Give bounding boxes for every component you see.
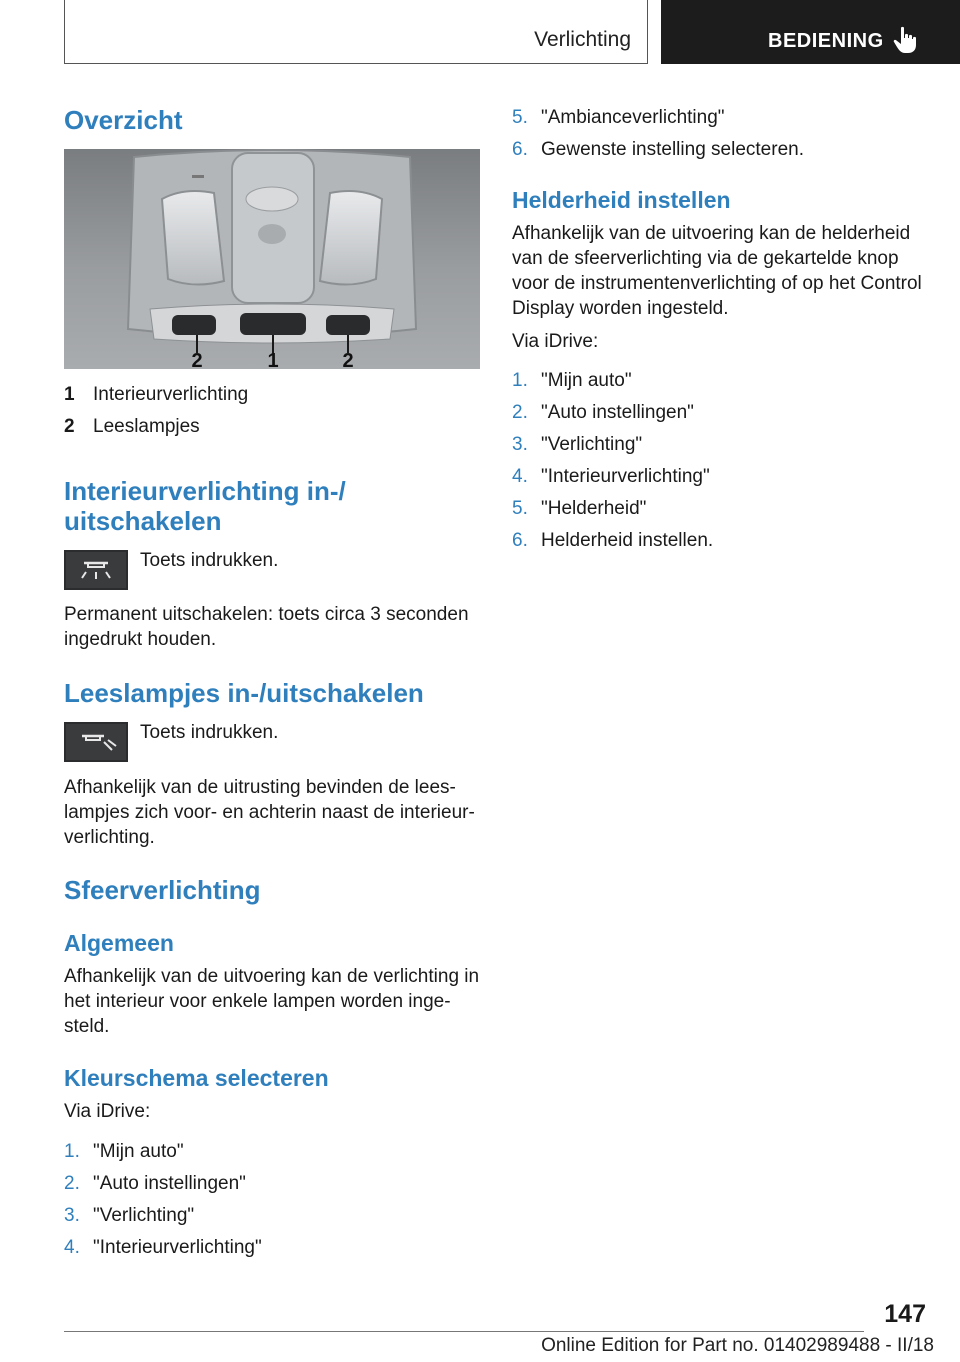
photo-callout-right: 2 [342, 350, 354, 369]
interior-light-button-icon [64, 550, 128, 590]
page-number: 147 [884, 1300, 926, 1328]
via-idrive-label: Via iDrive: [64, 1101, 151, 1122]
list-number: 5. [512, 498, 528, 519]
brightness-para-line: Afhankelijk van de uitvoering kan de helderheid [512, 223, 911, 244]
pointing-hand-icon [893, 26, 919, 54]
via-idrive-label: Via iDrive: [512, 331, 599, 352]
header-section-box [64, 0, 648, 64]
list-text: "Helderheid" [541, 498, 647, 519]
reading-para-line: verlichting. [64, 827, 155, 848]
brightness-subheading: Helderheid instellen [512, 187, 731, 213]
general-para-line: het interieur voor enkele lampen worden inge‐ [64, 991, 451, 1012]
interior-para-line: Permanent uitschakelen: toets circa 3 seconden [64, 604, 469, 625]
interior-key-text: Toets indrukken. [140, 550, 279, 571]
list-text: "Auto instellingen" [541, 402, 694, 423]
ambient-light-heading: Sfeerverlichting [64, 875, 261, 905]
list-text: Gewenste instelling selecteren. [541, 139, 804, 160]
list-text: "Verlichting" [541, 434, 643, 455]
list-number: 5. [512, 107, 528, 128]
footer-divider [64, 1331, 864, 1332]
list-number: 6. [512, 530, 528, 551]
list-number: 1. [64, 1141, 80, 1162]
photo-callout-center: 1 [267, 350, 279, 369]
header-chapter-tab [661, 0, 960, 64]
interior-para-line: ingedrukt houden. [64, 629, 217, 650]
list-number: 4. [64, 1237, 80, 1258]
list-text: "Verlichting" [93, 1205, 195, 1226]
list-number: 3. [512, 434, 528, 455]
legend-text: Interieurverlichting [93, 384, 249, 405]
reading-light-button-icon [64, 722, 128, 762]
list-text: "Interieurverlichting" [541, 466, 710, 487]
general-para-line: steld. [64, 1016, 110, 1037]
list-text: Helderheid instellen. [541, 530, 714, 551]
list-text: "Auto instellingen" [93, 1173, 246, 1194]
header-section-title: Verlichting [534, 28, 631, 51]
list-number: 4. [512, 466, 528, 487]
list-text: "Ambianceverlichting" [541, 107, 725, 128]
legend-number: 1 [64, 384, 75, 405]
list-number: 6. [512, 139, 528, 160]
interior-light-heading-line2: uitschakelen [64, 506, 222, 536]
reading-para-line: lampjes zich voor- en achterin naast de interieur‐ [64, 802, 475, 823]
general-para-line: Afhankelijk van de uitvoering kan de verlichting in [64, 966, 480, 987]
list-number: 3. [64, 1205, 80, 1226]
overhead-light-panel-photo [64, 149, 480, 369]
list-text: "Mijn auto" [541, 370, 632, 391]
reading-key-text: Toets indrukken. [140, 722, 279, 743]
photo-callout-left: 2 [191, 350, 203, 369]
list-number: 1. [512, 370, 528, 391]
page-title: Overzicht [64, 105, 183, 135]
interior-light-heading-line1: Interieurverlichting in-/ [64, 476, 346, 506]
list-number: 2. [512, 402, 528, 423]
brightness-para-line: Display worden ingesteld. [512, 298, 729, 319]
list-text: "Interieurverlichting" [93, 1237, 262, 1258]
footer-edition: Online Edition for Part no. 01402989488 - II/18 [541, 1335, 934, 1356]
color-scheme-subheading: Kleurschema selecteren [64, 1065, 329, 1091]
legend-number: 2 [64, 416, 75, 437]
list-text: "Mijn auto" [93, 1141, 184, 1162]
brightness-para-line: voor de instrumentenverlichting of op het Control [512, 273, 922, 294]
brightness-para-line: van de sfeerverlichting via de gekartelde knop [512, 248, 899, 269]
header-chapter-label: BEDIENING [768, 30, 884, 52]
reading-light-heading: Leeslampjes in-/uitschakelen [64, 678, 424, 708]
reading-para-line: Afhankelijk van de uitrusting bevinden de lees‐ [64, 777, 456, 798]
general-subheading: Algemeen [64, 930, 174, 956]
legend-text: Leeslampjes [93, 416, 200, 437]
list-number: 2. [64, 1173, 80, 1194]
